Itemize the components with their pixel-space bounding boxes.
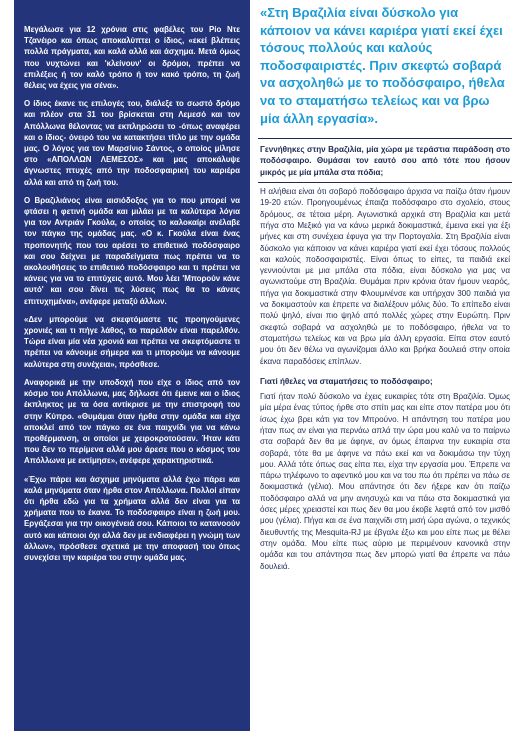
divider [258, 182, 512, 183]
pull-quote: «Στη Βραζιλία είναι δύσκολο για κάποιον να κάνει καριέρα γιατί εκεί έχει τόσους πολλούς και καλούς ποδοσφαιριστές. Πριν σκεφτώ σοβαρά να ασχοληθώ με το ποδόσφαιρο, ήθελα να το σταματήσω τελείως και να βρω μία άλλη εργασία». [260, 5, 505, 126]
paragraph: Μεγάλωσε για 12 χρόνια στις φαβέλες του Ρίο Ντε Τζανέιρο και όπως αποκαλύπτει ο ίδιος, «εκεί βλέπεις πολλά πράγματα, και καλά αλλά και άσχημα. Μετά όμως που νυχτώνει και 'κλείνουν' οι δρόμοι, πρέπει να επιλέξεις ή τον καλό τρόπο ή τον κακό τρόπο, τη ζωή θέλεις να έχεις για σένα». [24, 25, 240, 91]
answer-paragraph: Γιατί ήταν πολύ δύσκολο να έχεις ευκαιρίες τότε στη Βραζιλία. Όμως μία μέρα ένας τύπος ήρθε στο σπίτι μας και είπε στον πατέρα μου ότι ίσως έχω βρει κάτι για τον Μπρούνο. Η απάντηση του πατέρα μου ήταν πως αν είναι για περνάω απλά την ώρα μου καλύ να το παίρνω στα σοβαρά δεν θα με άφηνε, αν όμως έπαιρνα την ευκαιρία στα σοβαρά, τότε θα με άφηνε να πάω εκεί και να δοκιμάσω την τύχη μου. Αλλά τότε όπως σας είπα πει, είχα την εργασία μου. Έπρεπε να πάρω τηλέφωνο το αφεντικό μου και να του πω ότι πρέπει να πάω σε δοκιμαστικά (γέλια). Μου απάντησε ότι δεν ήξερε καν ότι παίζω ποδόσφαιρο αλλά να μην ανησυχώ και να πάω στα δοκιμαστικά για όσες μέρες χρειαστεί και πως δεν θα μου έκοβε λεφτά από τον μισθό μου (γέλια). Πήγα και σε ένα παιχνίδι στη μισή ώρα αγώνα, ο τεχνικός διευθυντής της Mesquita-RJ με έβγαλε έξω και μου είπε πως με θέλει στην ομάδα. Μου είπε πως αύριο με περιμένουν κανονικά στην ομάδα και του απάντησα πως δεν μπορώ γιατί θα έπρεπε να πάω δουλειά. [260, 392, 510, 571]
paragraph: Αναφορικά με την υποδοχή που είχε ο ίδιος από τον κόσμο του Απόλλωνα, μας δήλωσε ότι έμεινε και ο ίδιος έκπληκτος με τα όσα αντίκρισε με την επιστροφή του στην Κύπρο. «Θυμάμαι όταν ήρθα στην ομάδα και είχα αποκλεί από τον πάγκο σε ένα παιχνίδι για να κάνω προθέρμανση, οι οποίοι με χειροκροτούσαν. Ήταν κάτι που δεν το περίμενα αλλά μου άρεσε που ο κόσμος του Απόλλωνα με εκτίμησε», ανέφερε χαρακτηριστικά. [24, 377, 240, 466]
left-column-panel [14, 0, 250, 731]
answer-paragraph: Η αλήθεια είναι ότι σοβαρό ποδόσφαιρο άρχισα να παίζω όταν ήμουν 19-20 ετών. Προηγουμένως έπαιζα ποδόσφαιρο στο σχολείο, στους δρόμους, σε τέτοια μέρη. Αγωνιστικά αρχικά στη Βραζιλία και μετά πήγα στο Μεξικό για να κάνω μερικά δοκιμαστικά, έμεινα εκεί για έξι μήνες και στη συνέχεια έφυγα για την Πορτογαλία. Στη Βραζιλία είναι δύσκολο για κάποιον να κάνει καριέρα γιατί εκεί έχει τόσους πολλούς και καλούς ποδοσφαιριστές. Είναι όπως το είπες, τα παιδιά εκεί γεννιούνται με μια μπάλα στα πόδια, είναι δύσκολο για μας να αγωνιστούμε στη Βραζιλία. Θυμάμαι πριν κρόνια όταν ήμουν νεαρός, πήγα για δοκιμαστικά στην Φλουμινένσε και υπήρχαν 300 παιδιά για να δοκιμαστούν και έπρεπε να διαλέξουν μόλις δύο. Το επίπεδο είναι πολύ ψηλό, είναι πιο ψηλό από πολλές χώρες στην Ευρώπη. Πριν σκεφτώ σοβαρά να ασχοληθώ με το ποδόσφαιρο, ήθελα να το σταματήσω τελείως και να βρω μία άλλη εργασία. Είπα στον εαυτό μου ότι δεν θέλω να αγωνίζομαι άλλο και βρήκα δουλειά στην οποία έκανα παραδόσεις επίπλων. [260, 187, 510, 366]
paragraph: Ο Βραζιλιάνος είναι αισιόδοξος για το που μπορεί να φτάσει η φετινή ομάδα και μιλάει με τα καλύτερα λόγια για τον Αντριάν Γκούλα, ο οποίος το καλοκαίρι ανέλαβε τον πάγκο της ομάδας μας. «Ο κ. Γκούλα είναι ένας προπονητής που του αρέσει το επιθετικό ποδόσφαιρο και σου δείχνει με παραδείγματα πως πρέπει να το ακολουθήσεις το επιθετικό ποδόσφαιρο και τι πρέπει να κάνεις για να το επιτύχεις αυτό. Μου λέει 'Μπορούν κάνε αυτό' και σου δίνει τις λύσεις πως θα το κάνεις επιτυχημένα», ανέφερε μεταξύ άλλων. [24, 195, 240, 306]
right-column [258, 0, 512, 731]
interview-intro-question: Γεννήθηκες στην Βραζιλία, μία χώρα με τεράστια παράδοση στο ποδόσφαιρο. Θυμάσαι τον εαυτό σου από τότε που ήσουν μικρός με μία μπάλα στα πόδια; [260, 145, 510, 177]
paragraph: Ο ίδιος έκανε τις επιλογές του, διάλεξε το σωστό δρόμο και πλέον στα 31 του βρίσκεται στη Λεμεσό και τον Απόλλωνα θέλοντας να εκπληρώσει το -όπως αναφέρει και ο ίδιος- όνειρό του να κατακτήσει τίτλο με την ομάδα μας. Ο λόγος για τον Μαρσίνιο Σάντος, ο οποίος μίλησε στο «ΑΠΟΛΛΩΝ ΛΕΜΕΣΟΣ» και μας αποκάλυψε άγνωστες πτυχές από την ποδοσφαιρική του καριέρα αλλά και από τη ζωή του. [24, 99, 240, 187]
interview-question: Γιατί ήθελες να σταματήσεις το ποδόσφαιρο; [260, 376, 433, 386]
paragraph: «Δεν μπορούμε να σκεφτόμαστε τις προηγούμενες χρονιές και τι πήγε λάθος, το παρελθόν είναι παρελθόν. Τώρα είναι μία νέα χρονιά και πρέπει να σκεφτόμαστε τι πρέπει να κάνουμε σήμερα και τι μπορούμε να κάνουμε καλύτερα στη συνέχεια», πρόσθεσε. [24, 314, 240, 369]
paragraph: «Έχω πάρει και άσχημα μηνύματα αλλά έχω πάρει και καλά μηνύματα όταν ήρθα στον Απόλλωνα. Πολλοί είπαν ότι ήρθα εδώ για τα χρήματα αλλά δεν είναι για τα χρήματα που το έκανα. Το ποδόσφαιρο είναι η ζωή μου. Εργάζεσαι για την οικογένειά σου. Κάποιοι το κατανοούν αυτό και κάποιοι όχι αλλά δεν με ενδιαφέρει η γνώμη των άλλων», πρόσθεσε σχετικά με την αποφασή του όπως συνεχίσει την καριέρα του στην ομάδα μας. [24, 474, 240, 562]
